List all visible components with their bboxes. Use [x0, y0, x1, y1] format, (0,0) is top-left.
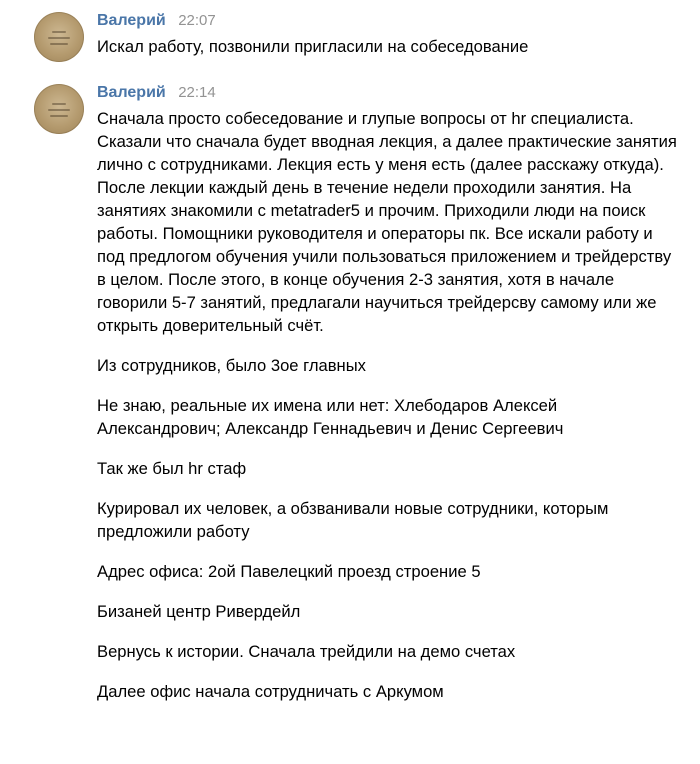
message-paragraph: Из сотрудников, было 3ое главных [97, 356, 366, 375]
message-paragraph: Сначала просто собеседование и глупые вопросы от hr специалиста. Сказали что сначала будет вводная лекция, а далее практические занятия лично с сотрудниками. Лекция есть у меня есть (далее расскажу откуда). После лекции каждый день в течение недели проходили занятия. На занятиях знакомили с metatrader5 и прочим. Приходили люди на поиск работы. Помощники руководителя и операторы пк. Все искали работу и под предлогом обучения учили пользоваться приложением и трейдерству в целом. После этого, в конце обучения 2-3 занятия, хотя в начале говорили 5-7 занятий, предлагали научиться трейдерсву самому или же открыть доверительный счёт. [97, 109, 677, 335]
avatar-image-detail [48, 109, 70, 111]
message-paragraph: Далее офис начала сотрудничать с Аркумом [97, 682, 444, 701]
message-text [97, 107, 682, 703]
message-body [97, 10, 682, 58]
avatar-image-detail [50, 115, 68, 117]
avatar-image-detail [48, 37, 70, 39]
message-time[interactable]: 22:07 [178, 12, 216, 29]
message-paragraph: Искал работу, позвонили пригласили на собеседование [97, 37, 529, 56]
message-paragraph: Вернусь к истории. Сначала трейдили на демо счетах [97, 642, 516, 661]
avatar-image-detail [52, 103, 66, 105]
message-paragraph: Курировал их человек, а обзванивали новые сотрудники, которым предложили работу [97, 499, 609, 541]
avatar-image-detail [52, 31, 66, 33]
message-time[interactable]: 22:14 [178, 84, 216, 101]
message-body [97, 82, 682, 703]
message-header [97, 82, 682, 104]
message-paragraph: Бизаней центр Ривердейл [97, 602, 301, 621]
message-paragraph: Не знаю, реальные их имена или нет: Хлебодаров Алексей Александрович; Александр Геннадьевич и Денис Сергеевич [97, 396, 564, 438]
avatar[interactable] [34, 12, 84, 62]
author-name[interactable]: Валерий [97, 12, 166, 29]
message-paragraph: Адрес офиса: 2ой Павелецкий проезд строение 5 [97, 562, 481, 581]
message-paragraph: Так же был hr стаф [97, 459, 247, 478]
avatar-image-detail [50, 43, 68, 45]
message-text [97, 35, 682, 58]
author-name[interactable]: Валерий [97, 84, 166, 101]
avatar[interactable] [34, 84, 84, 134]
message-header [97, 10, 682, 32]
